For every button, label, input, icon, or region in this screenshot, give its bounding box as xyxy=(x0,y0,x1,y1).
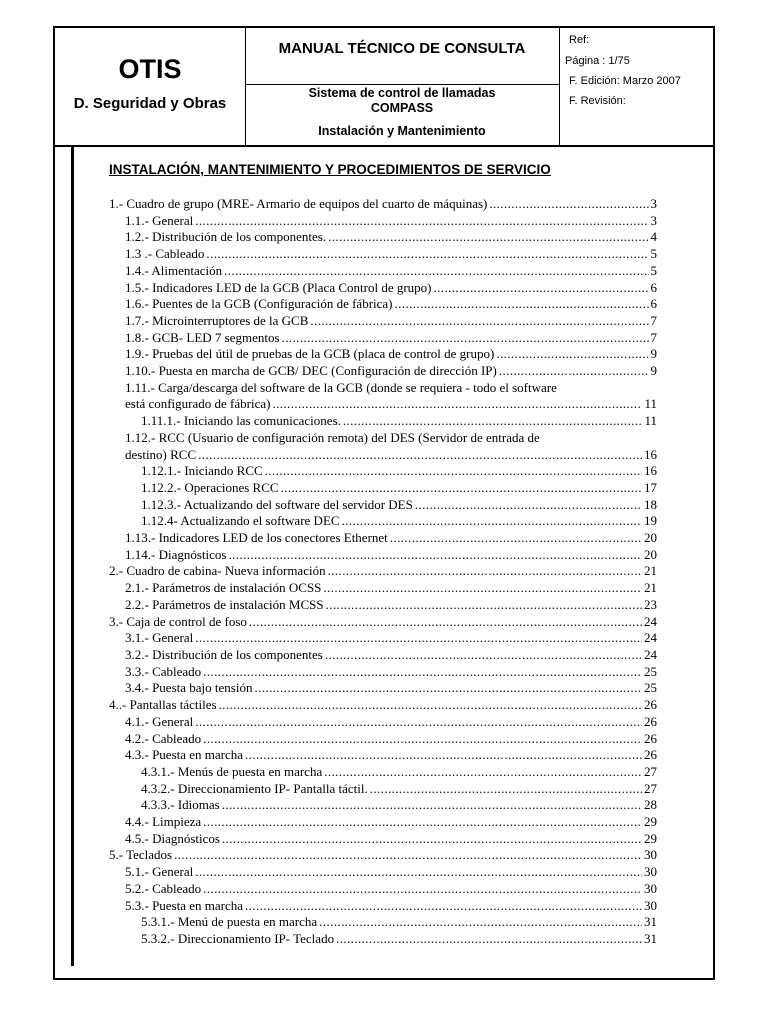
toc-entry-text: 3.- Caja de control de foso xyxy=(109,613,247,629)
toc-page-number: 31 xyxy=(644,930,657,946)
toc-page-number: 26 xyxy=(644,713,657,729)
toc-leader-dots xyxy=(195,864,642,881)
toc-page-number: 26 xyxy=(644,747,657,763)
header-meta-cell xyxy=(559,28,713,145)
toc-entry[interactable] xyxy=(109,463,657,480)
toc-entry-text-continued: está configurado de fábrica) xyxy=(125,396,271,412)
toc-entry-text: 5.3.- Puesta en marcha xyxy=(125,897,244,913)
toc-entry-text-continued: destino) RCC xyxy=(125,446,197,462)
toc-page-number: 6 xyxy=(650,279,657,295)
header-title-cell xyxy=(245,28,560,145)
toc-entry[interactable] xyxy=(109,330,657,347)
toc-leader-dots xyxy=(203,731,642,748)
toc-page-number: 27 xyxy=(644,780,657,796)
toc-entry[interactable] xyxy=(109,530,657,547)
toc-page-number: 31 xyxy=(644,914,657,930)
toc-leader-dots xyxy=(272,396,642,413)
toc-entry-text: 1.5.- Indicadores LED de la GCB (Placa Control de grupo) xyxy=(125,279,432,295)
toc-entry[interactable] xyxy=(109,664,657,681)
toc-leader-dots xyxy=(195,213,648,230)
document-header xyxy=(55,28,713,147)
toc-page-number: 9 xyxy=(650,346,657,362)
toc-entry[interactable] xyxy=(109,697,657,714)
toc-page-number: 5 xyxy=(650,262,657,278)
toc-leader-dots xyxy=(434,280,649,297)
toc-page-number: 26 xyxy=(644,697,657,713)
toc-entry-continuation xyxy=(125,447,657,464)
toc-entry-text: 2.1.- Parámetros de instalación OCSS xyxy=(125,580,322,596)
toc-leader-dots xyxy=(415,497,642,514)
toc-page-number: 19 xyxy=(644,513,657,529)
toc-leader-dots xyxy=(336,931,642,948)
toc-leader-dots xyxy=(282,330,649,347)
toc-entry-text: 1.12.1.- Iniciando RCC xyxy=(141,463,263,479)
toc-leader-dots xyxy=(496,346,648,363)
toc-entry[interactable] xyxy=(109,280,657,297)
toc-page-number: 7 xyxy=(650,329,657,345)
toc-entry-text: 5.3.1.- Menú de puesta en marcha xyxy=(141,914,318,930)
toc-entry[interactable] xyxy=(109,931,657,948)
system-name-line1: Sistema de control de llamadas xyxy=(308,86,496,100)
toc-leader-dots xyxy=(342,513,642,530)
system-name-line2: COMPASS xyxy=(370,101,434,115)
toc-page-number: 27 xyxy=(644,763,657,779)
toc-leader-dots xyxy=(249,614,642,631)
toc-page-number: 25 xyxy=(644,680,657,696)
toc-page-number: 30 xyxy=(644,864,657,880)
toc-leader-dots xyxy=(203,664,642,681)
toc-entry-text: 4.1.- General xyxy=(125,713,194,729)
toc-entry[interactable] xyxy=(109,597,657,614)
document-page xyxy=(53,26,715,980)
toc-entry[interactable] xyxy=(109,480,657,497)
toc-entry[interactable] xyxy=(109,580,657,597)
toc-leader-dots xyxy=(370,781,642,798)
toc-entry[interactable] xyxy=(109,430,657,463)
toc-entry-text: 4.4.- Limpieza xyxy=(125,814,202,830)
toc-leader-dots xyxy=(245,898,642,915)
toc-page-number: 28 xyxy=(644,797,657,813)
toc-entry[interactable] xyxy=(109,764,657,781)
toc-entry[interactable] xyxy=(109,680,657,697)
toc-entry-text: 4.3.1.- Menús de puesta en marcha xyxy=(141,763,323,779)
header-company-cell xyxy=(55,28,246,145)
toc-entry[interactable] xyxy=(109,864,657,881)
toc-page-number: 29 xyxy=(644,814,657,830)
toc-page-number: 9 xyxy=(650,363,657,379)
toc-page-number: 24 xyxy=(644,630,657,646)
left-margin-bar xyxy=(71,146,74,966)
toc-entry-text: 1.12.3.- Actualizando del software del servidor DES xyxy=(141,496,413,512)
toc-entry[interactable] xyxy=(109,497,657,514)
toc-page-number: 7 xyxy=(650,312,657,328)
toc-entry-text: 4.3.2.- Direccionamiento IP- Pantalla táctil. xyxy=(141,780,368,796)
toc-entry-text: 5.2.- Cableado xyxy=(125,880,202,896)
toc-entry-text: 1.1.- General xyxy=(125,212,194,228)
toc-page-number: 21 xyxy=(644,580,657,596)
toc-entry-text: 1.12.4- Actualizando el software DEC xyxy=(141,513,340,529)
toc-page-number: 25 xyxy=(644,663,657,679)
toc-leader-dots xyxy=(325,647,642,664)
toc-entry-text: 1.12.- RCC (Usuario de configuración remota) del DES (Servidor de entrada de xyxy=(125,429,540,445)
toc-page-number: 21 xyxy=(644,563,657,579)
toc-leader-dots xyxy=(489,196,648,213)
toc-entry[interactable] xyxy=(109,313,657,330)
toc-entry[interactable] xyxy=(109,363,657,380)
edition-date: F. Edición: Marzo 2007 xyxy=(569,75,681,87)
toc-leader-dots xyxy=(219,697,642,714)
toc-leader-dots xyxy=(310,313,648,330)
toc-entry-text: 1.14.- Diagnósticos xyxy=(125,546,227,562)
manual-title: MANUAL TÉCNICO DE CONSULTA xyxy=(278,40,526,57)
toc-entry-text: 1.3 .- Cableado xyxy=(125,246,205,262)
toc-entry[interactable] xyxy=(109,731,657,748)
toc-page-number: 30 xyxy=(644,880,657,896)
toc-leader-dots xyxy=(198,447,642,464)
toc-entry-text: 1.7.- Microinterruptores de la GCB xyxy=(125,312,309,328)
toc-leader-dots xyxy=(343,413,643,430)
toc-page-number: 30 xyxy=(644,847,657,863)
system-name xyxy=(245,86,559,116)
toc-entry[interactable] xyxy=(109,513,657,530)
ref-label: Ref: xyxy=(569,34,590,46)
toc-entry[interactable] xyxy=(109,547,657,564)
toc-page-number: 30 xyxy=(644,897,657,913)
toc-leader-dots xyxy=(395,296,649,313)
toc-page-number: 23 xyxy=(644,596,657,612)
toc-leader-dots xyxy=(195,630,642,647)
toc-entry[interactable] xyxy=(109,881,657,898)
toc-entry-text: 4.5.- Diagnósticos xyxy=(125,830,220,846)
revision-date: F. Revisión: xyxy=(569,95,626,107)
toc-leader-dots xyxy=(281,480,642,497)
toc-leader-dots xyxy=(203,814,642,831)
toc-page-number: 29 xyxy=(644,830,657,846)
header-title-top xyxy=(245,28,559,85)
toc-page-number: 5 xyxy=(650,246,657,262)
toc-entry-text: 1.- Cuadro de grupo (MRE- Armario de equipos del cuarto de máquinas) xyxy=(109,196,488,211)
toc-entry[interactable] xyxy=(109,614,657,631)
toc-leader-dots xyxy=(326,597,642,614)
toc-page-number: 17 xyxy=(644,479,657,495)
toc-page-number: 26 xyxy=(644,730,657,746)
toc-entry[interactable] xyxy=(109,213,657,230)
toc-entry[interactable] xyxy=(109,296,657,313)
toc-leader-dots xyxy=(499,363,649,380)
toc-entry[interactable] xyxy=(109,914,657,931)
toc-entry-text: 1.10.- Puesta en marcha de GCB/ DEC (Configuración de dirección IP) xyxy=(125,363,497,379)
toc-entry[interactable] xyxy=(109,346,657,363)
toc-page-number: 6 xyxy=(650,296,657,312)
toc-entry-text: 2.2.- Parámetros de instalación MCSS xyxy=(125,596,324,612)
toc-leader-dots xyxy=(254,680,642,697)
toc-leader-dots xyxy=(245,747,642,764)
department-name: D. Seguridad y Obras xyxy=(73,95,227,112)
document-subtitle: Instalación y Mantenimiento xyxy=(318,124,486,138)
toc-entry[interactable] xyxy=(109,747,657,764)
toc-entry-text: 1.11.- Carga/descarga del software de la GCB (donde se requiera - todo el software xyxy=(125,379,557,395)
toc-leader-dots xyxy=(174,847,642,864)
toc-entry[interactable] xyxy=(109,413,657,430)
toc-entry-text: 1.8.- GCB- LED 7 segmentos xyxy=(125,329,280,345)
toc-entry[interactable] xyxy=(109,847,657,864)
toc-entry-text: 1.9.- Pruebas del útil de pruebas de la GCB (placa de control de grupo) xyxy=(125,346,495,362)
page-number: Página : 1/75 xyxy=(565,55,630,67)
toc-leader-dots xyxy=(224,263,648,280)
toc-entry-text: 1.2.- Distribución de los componentes. xyxy=(125,229,327,245)
toc-entry-text: 1.4.- Alimentación xyxy=(125,262,223,278)
toc-leader-dots xyxy=(222,831,642,848)
toc-leader-dots xyxy=(195,714,642,731)
toc-entry-continuation xyxy=(125,396,657,413)
toc-entry-text: 5.- Teclados xyxy=(109,847,173,863)
toc-leader-dots xyxy=(328,229,648,246)
toc-leader-dots xyxy=(390,530,642,547)
toc-page-number: 24 xyxy=(644,613,657,629)
toc-entry-text: 3.1.- General xyxy=(125,630,194,646)
toc-entry-text: 3.4.- Puesta bajo tensión xyxy=(125,680,253,696)
toc-page-number: 20 xyxy=(644,546,657,562)
toc-entry[interactable] xyxy=(109,263,657,280)
toc-page-number: 16 xyxy=(644,446,657,462)
toc-entry[interactable] xyxy=(109,563,657,580)
toc-page-number: 20 xyxy=(644,530,657,546)
toc-entry-text: 4.3.- Puesta en marcha xyxy=(125,747,244,763)
toc-page-number: 18 xyxy=(644,496,657,512)
toc-entry-text: 5.3.2.- Direccionamiento IP- Teclado xyxy=(141,930,335,946)
toc-entry-text: 2.- Cuadro de cabina- Nueva información xyxy=(109,563,326,579)
toc-entry[interactable] xyxy=(109,229,657,246)
toc-entry[interactable] xyxy=(109,630,657,647)
toc-leader-dots xyxy=(324,764,642,781)
toc-entry-text: 3.3.- Cableado xyxy=(125,663,202,679)
toc-entry-text: 1.12.2.- Operaciones RCC xyxy=(141,479,279,495)
table-of-contents xyxy=(109,196,657,948)
toc-entry-text: 1.11.1.- Iniciando las comunicaciones. xyxy=(141,413,341,429)
toc-page-number: 3 xyxy=(650,212,657,228)
toc-entry[interactable] xyxy=(109,781,657,798)
toc-leader-dots xyxy=(319,914,642,931)
toc-entry[interactable] xyxy=(109,647,657,664)
toc-entry-text: 1.6.- Puentes de la GCB (Configuración de fábrica) xyxy=(125,296,393,312)
toc-title: INSTALACIÓN, MANTENIMIENTO Y PROCEDIMIENTOS DE SERVICIO xyxy=(109,162,551,177)
toc-page-number: 4 xyxy=(650,229,657,245)
toc-entry-text: 1.13.- Indicadores LED de los conectores Ethernet xyxy=(125,530,388,546)
toc-leader-dots xyxy=(228,547,642,564)
toc-entry[interactable] xyxy=(109,196,657,213)
toc-leader-dots xyxy=(323,580,642,597)
toc-entry[interactable] xyxy=(109,714,657,731)
toc-entry-text: 4..- Pantallas táctiles xyxy=(109,697,217,713)
toc-entry[interactable] xyxy=(109,380,657,413)
company-logo-text: OTIS xyxy=(118,54,182,84)
toc-leader-dots xyxy=(203,881,642,898)
toc-page-number: 16 xyxy=(644,463,657,479)
toc-entry[interactable] xyxy=(109,797,657,814)
toc-leader-dots xyxy=(206,246,648,263)
toc-entry-text: 3.2.- Distribución de los componentes xyxy=(125,646,323,662)
toc-entry[interactable] xyxy=(109,831,657,848)
toc-entry-text: 4.3.3.- Idiomas xyxy=(141,797,220,813)
toc-entry-text: 4.2.- Cableado xyxy=(125,730,202,746)
toc-leader-dots xyxy=(328,563,642,580)
toc-page-number: 24 xyxy=(644,646,657,662)
toc-leader-dots xyxy=(222,797,642,814)
toc-page-number: 11 xyxy=(644,396,657,412)
toc-entry[interactable] xyxy=(109,246,657,263)
toc-entry[interactable] xyxy=(109,814,657,831)
toc-entry-text: 5.1.- General xyxy=(125,864,194,880)
toc-page-number: 11 xyxy=(644,413,657,429)
toc-page-number: 3 xyxy=(650,196,657,211)
toc-entry[interactable] xyxy=(109,898,657,915)
toc-leader-dots xyxy=(265,463,642,480)
